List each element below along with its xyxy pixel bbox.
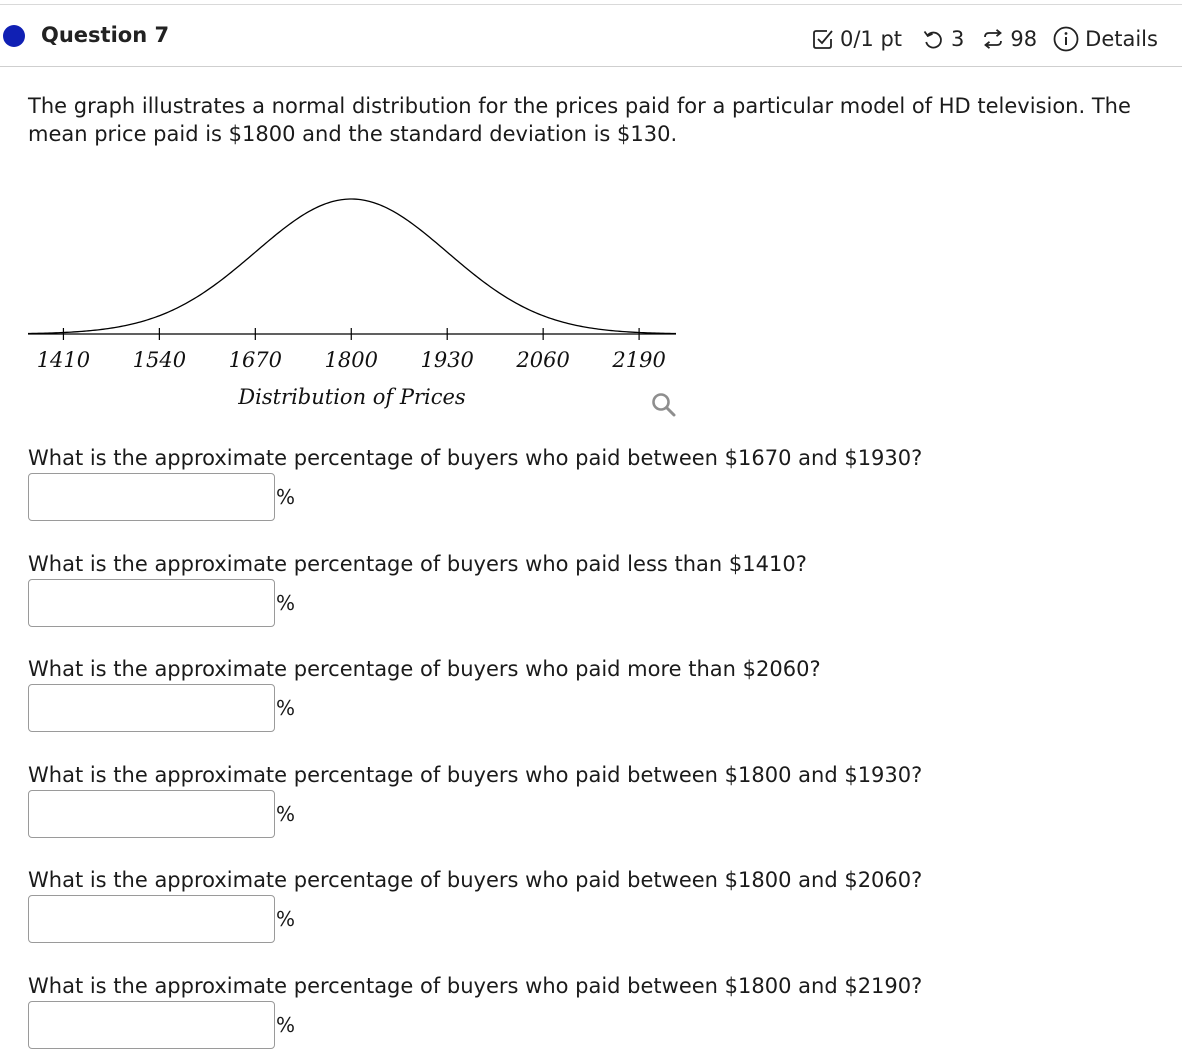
score-text: 0/1 pt xyxy=(840,27,903,51)
info-icon xyxy=(1053,26,1079,52)
question-text: What is the approximate percentage of buyers who paid between $1800 and $1930? xyxy=(28,763,923,787)
attempts-text: 3 xyxy=(951,27,965,51)
question-meta xyxy=(812,22,1158,56)
tries-indicator xyxy=(982,27,1037,51)
question-text: What is the approximate percentage of buyers who paid between $1800 and $2190? xyxy=(28,974,923,998)
answer-input[interactable] xyxy=(28,579,275,627)
question-text: What is the approximate percentage of buyers who paid less than $1410? xyxy=(28,552,807,576)
percent-unit: % xyxy=(276,485,296,509)
question-text: What is the approximate percentage of buyers who paid between $1800 and $2060? xyxy=(28,868,923,892)
percent-unit: % xyxy=(276,802,296,826)
attempts-indicator xyxy=(922,27,964,51)
zoom-icon[interactable] xyxy=(648,390,678,420)
answer-input[interactable] xyxy=(28,684,275,732)
percent-unit: % xyxy=(276,591,296,615)
top-divider xyxy=(0,4,1182,5)
question-status-dot xyxy=(3,25,25,47)
percent-unit: % xyxy=(276,1013,296,1037)
question-text: What is the approximate percentage of buyers who paid more than $2060? xyxy=(28,657,821,681)
x-axis-label: Distribution of Prices xyxy=(238,385,466,409)
answer-input[interactable] xyxy=(28,473,275,521)
tries-text: 98 xyxy=(1010,27,1038,51)
details-label: Details xyxy=(1085,27,1158,51)
normal-curve xyxy=(28,199,676,334)
percent-unit: % xyxy=(276,696,296,720)
answer-input[interactable] xyxy=(28,1001,275,1049)
percent-unit: % xyxy=(276,907,296,931)
question-intro-text: The graph illustrates a normal distribution for the prices paid for a particular model of HD television. The mean price paid is $1800 and the standard deviation is $130. xyxy=(28,94,1131,146)
details-button[interactable] xyxy=(1053,26,1158,52)
x-tick-label: 1800 xyxy=(324,348,378,372)
x-tick-label: 1930 xyxy=(420,348,474,372)
sync-icon xyxy=(982,28,1004,50)
x-tick-label: 1670 xyxy=(228,348,283,372)
answer-input[interactable] xyxy=(28,790,275,838)
question-title: Question 7 xyxy=(41,23,170,47)
normal-distribution-chart xyxy=(0,170,690,415)
checkbox-icon xyxy=(812,28,834,50)
x-tick-label: 2060 xyxy=(516,348,570,372)
x-tick-label: 1540 xyxy=(132,348,187,372)
score-indicator xyxy=(812,27,902,51)
retry-icon xyxy=(922,28,944,50)
x-tick-label: 1410 xyxy=(36,348,91,372)
header-divider xyxy=(0,66,1182,67)
question-text: What is the approximate percentage of buyers who paid between $1670 and $1930? xyxy=(28,446,923,470)
x-tick-label: 2190 xyxy=(612,348,666,372)
answer-input[interactable] xyxy=(28,895,275,943)
